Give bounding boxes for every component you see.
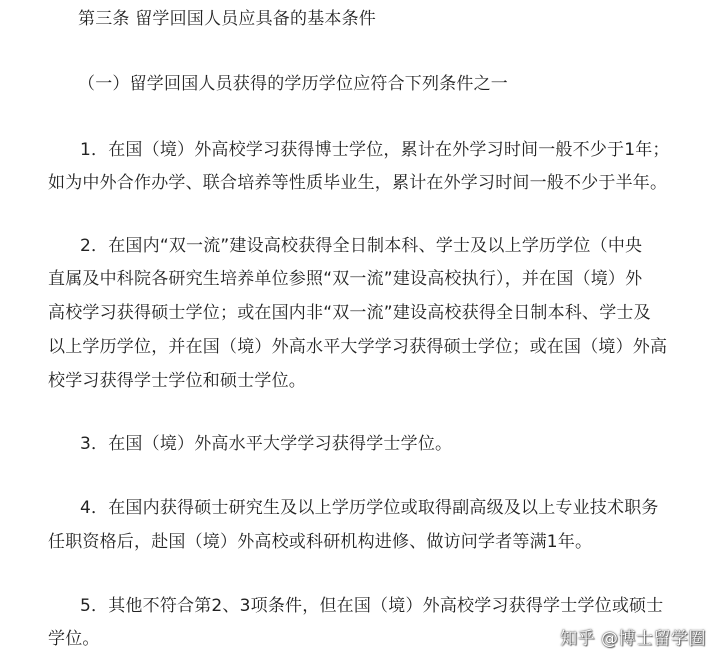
item-4-line-2: 任职资格后，赴国（境）外高校或科研机构进修、做访问学者等满1年。 [48, 532, 593, 552]
item-2-line-4: 以上学历学位，并在国（境）外高水平大学学习获得硕士学位；或在国（境）外高 [48, 337, 668, 357]
item-2-line-5: 校学习获得学士学位和硕士学位。 [48, 371, 306, 391]
zhihu-watermark: 知乎 @博士留学圈 [560, 629, 706, 649]
item-3-line-1: 3．在国（境）外高水平大学学习获得学士学位。 [80, 434, 453, 454]
item-5-line-2: 学位。 [48, 629, 100, 649]
article-heading: 第三条 留学回国人员应具备的基本条件 [78, 9, 377, 29]
item-5-line-1: 5．其他不符合第2、3项条件，但在国（境）外高校学习获得学士学位或硕士 [80, 596, 664, 616]
item-4-line-1: 4．在国内获得硕士研究生及以上学历学位或取得副高级及以上专业技术职务 [80, 498, 659, 518]
item-1-line-2: 如为中外合作办学、联合培养等性质毕业生，累计在外学习时间一般不少于半年。 [48, 173, 668, 193]
section-subheading: （一）留学回国人员获得的学历学位应符合下列条件之一 [78, 74, 508, 94]
item-2-line-1: 2．在国内“双一流”建设高校获得全日制本科、学士及以上学历学位（中央 [80, 236, 643, 256]
item-2-line-3: 高校学习获得硕士学位；或在国内非“双一流”建设高校获得全日制本科、学士及 [48, 303, 651, 323]
item-2-line-2: 直属及中科院各研究生培养单位参照“双一流”建设高校执行），并在国（境）外 [48, 269, 643, 289]
item-1-line-1: 1．在国（境）外高校学习获得博士学位，累计在外学习时间一般不少于1年； [80, 140, 670, 160]
